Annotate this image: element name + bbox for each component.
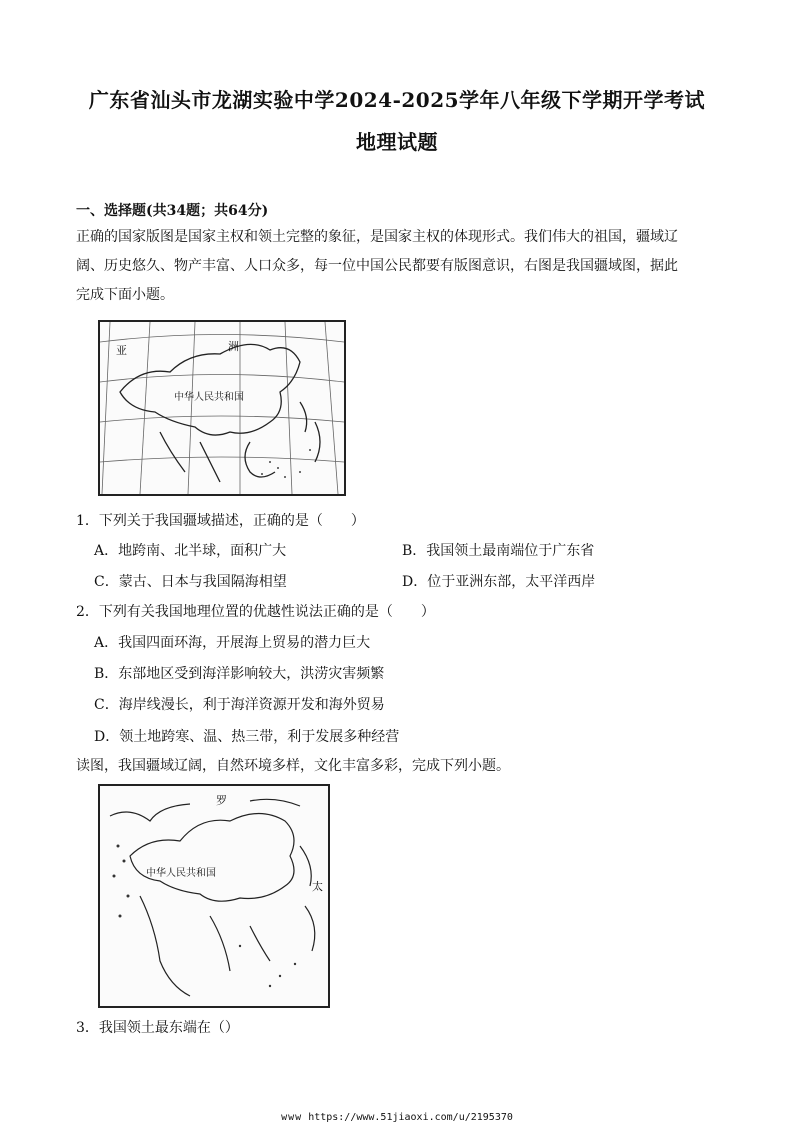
map-label-russia: 罗 xyxy=(216,794,227,807)
china-territory-map xyxy=(98,320,346,496)
map-label-continent: 洲 xyxy=(228,340,239,353)
section-heading: 一、选择题(共34题；共64分) xyxy=(76,203,269,219)
china-region-map xyxy=(98,784,330,1008)
question-1-option-d[interactable]: D．位于亚洲东部，太平洋西岸 xyxy=(402,574,596,590)
question-1-option-a[interactable]: A．地跨南、北半球，面积广大 xyxy=(94,543,287,559)
map-label-pacific: 太 xyxy=(312,880,323,893)
document-subtitle: 地理试题 xyxy=(356,130,438,154)
question-1-stem: 1．下列关于我国疆域描述，正确的是（ ） xyxy=(76,513,365,529)
intro-line: 完成下面小题。 xyxy=(76,287,174,303)
question-2-stem: 2．下列有关我国地理位置的优越性说法正确的是（ ） xyxy=(76,604,435,620)
footer-url[interactable]: https://www.51jiaoxi.com/u/2195370 xyxy=(308,1112,513,1123)
map-label-china: 中华人民共和国 xyxy=(146,868,216,879)
footer-mark: www xyxy=(281,1112,303,1123)
question-2-option-b[interactable]: B．东部地区受到海洋影响较大，洪涝灾害频繁 xyxy=(94,666,385,682)
map-label-china: 中华人民共和国 xyxy=(174,392,244,403)
intro-paragraph-1 xyxy=(76,223,716,310)
question-1-option-b[interactable]: B．我国领土最南端位于广东省 xyxy=(402,543,595,559)
map-drawing xyxy=(100,322,344,494)
question-1-option-c[interactable]: C．蒙古、日本与我国隔海相望 xyxy=(94,574,287,590)
intro-line: 正确的国家版图是国家主权和领土完整的象征，是国家主权的体现形式。我们伟大的祖国，疆域辽 xyxy=(76,229,678,245)
footer xyxy=(0,1112,794,1123)
question-2-option-d[interactable]: D．领土地跨寒、温、热三带，利于发展多种经营 xyxy=(94,729,400,745)
document-title: 广东省汕头市龙湖实验中学2024-2025学年八年级下学期开学考试 xyxy=(88,88,706,112)
question-2-option-c[interactable]: C．海岸线漫长，利于海洋资源开发和海外贸易 xyxy=(94,697,385,713)
intro-paragraph-2: 读图，我国疆域辽阔，自然环境多样，文化丰富多彩，完成下列小题。 xyxy=(76,758,510,774)
question-3-stem: 3．我国领土最东端在（） xyxy=(76,1020,239,1036)
map-drawing xyxy=(100,786,328,1006)
map-label-asia: 亚 xyxy=(116,344,127,357)
question-2-option-a[interactable]: A．我国四面环海，开展海上贸易的潜力巨大 xyxy=(94,635,371,651)
intro-line: 阔、历史悠久、物产丰富、人口众多，每一位中国公民都要有版图意识，右图是我国疆域图，据此 xyxy=(76,258,678,274)
